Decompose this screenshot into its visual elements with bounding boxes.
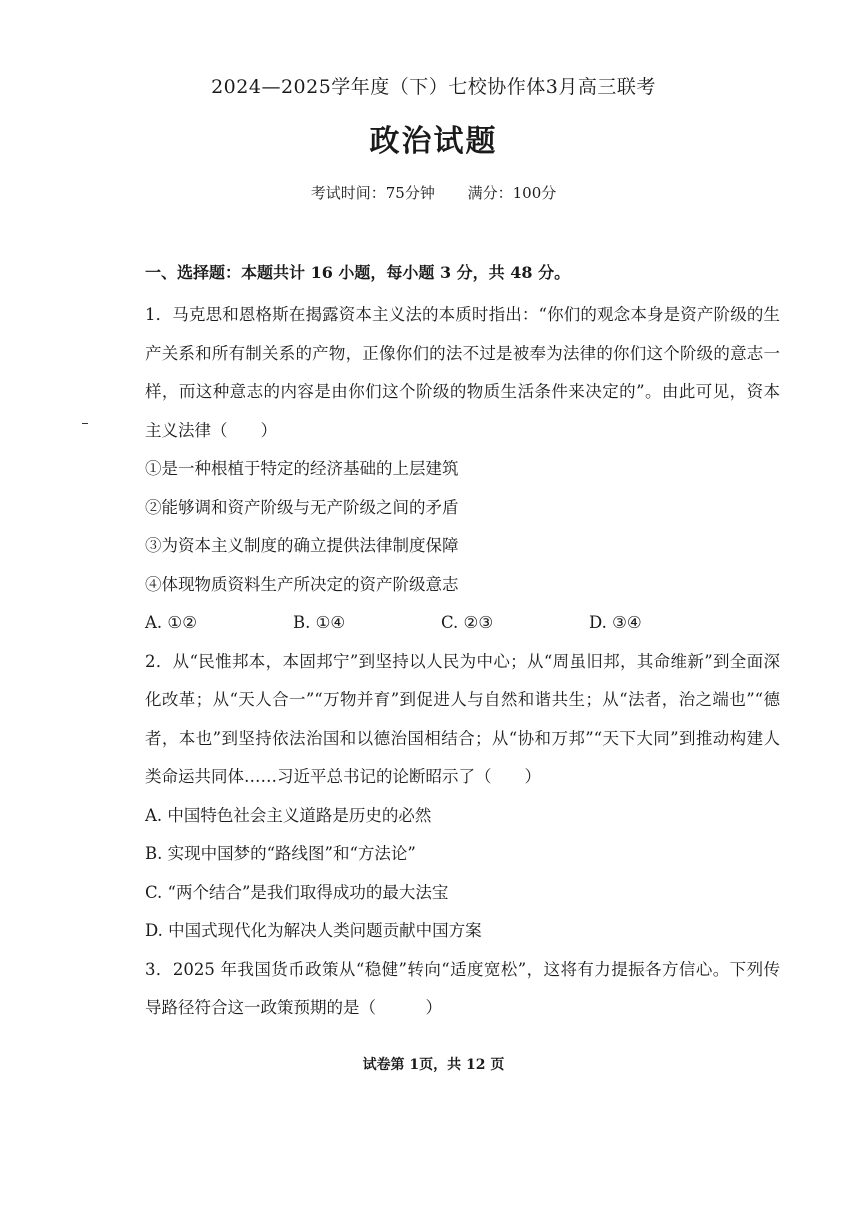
option-c: C. “两个结合”是我们取得成功的最大法宝 xyxy=(145,882,449,902)
margin-mark xyxy=(82,423,88,424)
option-a: A. ①② xyxy=(145,613,197,632)
option-row xyxy=(145,604,780,643)
statement-3: ③为资本主义制度的确立提供法律制度保障 xyxy=(145,536,459,555)
statement-1: ①是一种根植于特定的经济基础的上层建筑 xyxy=(145,459,459,478)
option-b: B. ①④ xyxy=(293,613,346,632)
exam-header: 2024—2025学年度（下）七校协作体3月高三联考 xyxy=(211,76,656,98)
option-a: A. 中国特色社会主义道路是历史的必然 xyxy=(145,805,432,825)
question-2 xyxy=(145,643,780,951)
question-stem: 2．从“民惟邦本，本固邦宁”到坚持以人民为中心；从“周虽旧邦，其命维新”到全面深化改革；从“天人合一”“万物并育”到促进人与自然和谐共生；从“法者，治之端也”“德者，本也”到坚持依法治国和以德治国相结合；从“协和万邦”“天下大同”到推动构建人类命运共同体……习近平总书记的论断昭示了（ ） xyxy=(145,651,780,786)
question-1 xyxy=(145,296,780,643)
question-stem: 3．2025 年我国货币政策从“稳健”转向“适度宽松”，这将有力提振各方信心。下列传导路径符合这一政策预期的是（ ） xyxy=(145,959,780,1017)
statement-4: ④体现物质资料生产所决定的资产阶级意志 xyxy=(145,574,459,594)
option-b: B. 实现中国梦的“路线图”和“方法论” xyxy=(145,844,416,863)
page-footer: 试卷第 1页，共 12 页 xyxy=(362,1057,505,1073)
page-title: 政治试题 xyxy=(369,124,498,159)
statement-2: ②能够调和资产阶级与无产阶级之间的矛盾 xyxy=(145,497,459,517)
option-c: C. ②③ xyxy=(441,613,494,632)
exam-info xyxy=(0,182,867,203)
option-d: D. ③④ xyxy=(589,613,642,632)
question-3 xyxy=(145,951,780,1028)
question-list xyxy=(145,296,780,1028)
question-stem: 1．马克思和恩格斯在揭露资本主义法的本质时指出：“你们的观念本身是资产阶级的生产关系和所有制关系的产物，正像你们的法不过是被奉为法律的你们这个阶级的意志一样，而这种意志的内容是由你们这个阶级的物质生活条件来决定的”。由此可见，资本主义法律（ ） xyxy=(145,305,780,440)
option-d: D. 中国式现代化为解决人类问题贡献中国方案 xyxy=(145,921,482,940)
exam-time: 考试时间：75分钟 xyxy=(310,184,435,202)
section-heading: 一、选择题：本题共计 16 小题，每小题 3 分，共 48 分。 xyxy=(145,263,571,282)
exam-score: 满分：100分 xyxy=(467,184,557,202)
